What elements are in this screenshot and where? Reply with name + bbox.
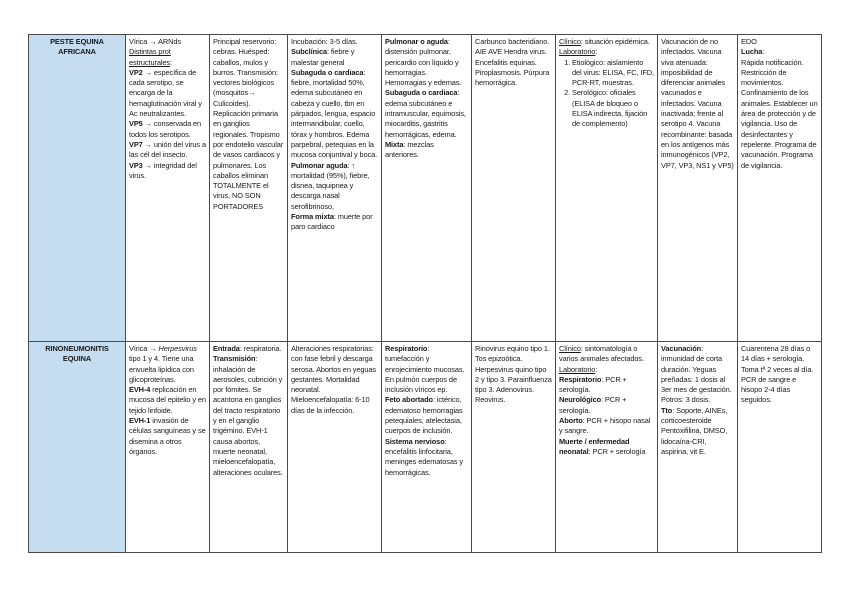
edo-text: EDO (741, 37, 757, 46)
incubation-text: Incubación: 3-5 días. (291, 37, 358, 46)
control-cell (738, 35, 822, 342)
clinical-dx-label: Clínico (559, 344, 581, 353)
etiology-intro: Vírica → ARNds (129, 37, 181, 46)
mixed-form-label: Forma mixta (291, 212, 334, 222)
vp3-label: VP3 → (129, 160, 152, 170)
transmission-label: Transmisión (213, 354, 256, 364)
acute-pulmonary-label: Pulmonar aguda (291, 160, 348, 170)
evh1-text: invasión de células sanguíneas y se disemina a otros órganos. (129, 416, 206, 456)
vp3-text: integridad del virus. (129, 160, 197, 180)
evh4-label: EVH-4 (129, 385, 151, 395)
vp2-text: específica de cada serotipo, se encarga de la hemaglutinación viral y Ac neutralizantes. (129, 67, 202, 119)
clinical-cell (288, 35, 382, 342)
subacute-label: Subaguda o cardiaca (291, 67, 364, 77)
differential-text: Rinovirus equino tipo 1. Tos epizoótica. Herpesvirus quino tipo 2 y tipo 3. Parainfluenza tipo 3. Adenovirus. Reovirus. (475, 344, 552, 405)
evh1-label: EVH-1 (129, 416, 151, 426)
clinical-dx-text: : sintomatología o varios animales afectados. (559, 344, 644, 364)
list-item: 1. Etiológico: aislamiento del virus: ELISA, FC, IFD, PCR-RT, muestras. (572, 58, 654, 89)
etiology-post: tipo 1 y 4. Tiene una envuelta lipídica con glicoproteínas. (129, 354, 194, 384)
treatment-text: : Soporte, AINEs, corticoesteroide Pentoxifilina, DMSO, lidocaína-CRI, aspirina, vit E. (661, 405, 728, 456)
disease-name: RINONEUMONITIS EQUINA (45, 344, 109, 364)
clinical-text: Alteraciones respiratorias: con fase febril y descarga serosa. Abortos en yeguas gestantes. Mortalidad neonatal. Mieloencefalopatía: 6-10 días de la infección. (291, 344, 377, 415)
differential-text: Carbunco bacteridiano. AIE AVE Hendra virus. Encefalitis equinas. Piroplasmosis. Púrpura hemorrágica. (475, 37, 550, 88)
vp5-text: conservada en todos los serotipos. (129, 119, 202, 139)
aborted-fetus-text: : ictérico, edematoso hemorragias petequiales, atelectasia, cuerpos de inclusión. (385, 395, 463, 436)
disease-comparison-table (28, 34, 822, 553)
etiology-cell (126, 35, 210, 342)
disease-name-cell (29, 342, 126, 553)
neurological-dx-text: : PCR + serología. (559, 395, 627, 415)
prevention-text: Vacunación de no infectados. Vacuna viva atenuada: imposibilidad de diferenciar animales vacunados e infectados. Vacuna inactivada: frente al serotipo 4. Vacuna recombinante: basada en los antígenos más inmunogénicos (VP2, VP7, VP3, NS1 y VP5) (661, 37, 734, 170)
subacute-text: : fiebre, mortalidad 50%, edema subcutáneo en cabeza y cuello, tbn en párpados, lengua, espacio intermandibular, cuello, tórax y hombros. Edema parpebral, petequias en la mucosa conjuntival y boca. (291, 67, 378, 160)
prevention-cell (658, 342, 738, 553)
respiratory-dx-text: : PCR + serología. (559, 374, 627, 395)
respiratory-lesions-text: : tumefacción y enrojecimiento mucosas. En pulmón cuerpos de inclusión víricos ep. (385, 344, 465, 395)
colon: : (762, 47, 765, 57)
aborted-fetus-label: Feto abortado (385, 395, 433, 405)
mixed-form-text: : muerte por paro cardiaco (291, 212, 373, 232)
abortion-dx-label: Aborto (559, 416, 583, 426)
vaccination-label: Vacunación (661, 344, 702, 353)
lab-dx-label: Laboratorio (559, 47, 596, 57)
neonatal-dx-label: Muerte / enfermedad neonatal (559, 436, 630, 456)
vp5-label: VP5 → (129, 119, 152, 129)
control-cell (738, 342, 822, 553)
structural-proteins-label: Distintas prot estructurales (129, 47, 171, 67)
cardiac-lesions-label: Subaguda o cardiaca (385, 88, 458, 98)
nervous-system-text: : encefalitis linfocitaria, meninges edematosas y hemorrágicas. (385, 436, 464, 477)
cardiac-lesions-text: : edema subcutáneo e intramuscular, equimosis, miocarditis, gastritis hemorrágicas, edema. (385, 88, 466, 139)
lesions-cell (382, 342, 472, 553)
prevention-cell (658, 35, 738, 342)
clinical-cell (288, 342, 382, 553)
vp2-label: VP2 → (129, 67, 152, 77)
colon: : (595, 47, 598, 57)
lab-dx-label: Laboratorio (559, 364, 596, 374)
entry-text: : respiratoria. (239, 344, 282, 353)
lab-dx-list (559, 58, 654, 130)
epidemiology-cell (210, 35, 288, 342)
etiology-pre: Vírica → (129, 344, 159, 353)
transmission-text: : inhalación de aerosoles, cubrición y por fómites. Se acantona en ganglios del tracto respiratorio y en el ganglio trigémino. EVH-1 causa abortos, muerte neonatal, mieloencefalopatía, alteraciones oculares. (213, 354, 283, 477)
differential-cell (472, 35, 556, 342)
pulmonary-lesions-text: : distensión pulmonar, pericardio con líquido y hemorragias. Hemorragias y edemas. (385, 37, 462, 88)
colon: : (595, 364, 598, 374)
diagnosis-cell (556, 35, 658, 342)
subclinical-text: : fiebre y malestar general (291, 47, 355, 67)
herpesvirus-text: Herpesvirus (158, 344, 197, 353)
clinical-dx-label: Clínico (559, 37, 581, 46)
disease-name: PESTE EQUINA AFRICANA (50, 37, 104, 57)
pulmonary-lesions-label: Pulmonar o aguda (385, 37, 448, 46)
disease-name-cell (29, 35, 126, 342)
neonatal-dx-text: : PCR + serología (588, 446, 646, 456)
neurological-dx-label: Neurológico (559, 395, 602, 405)
nervous-system-label: Sistema nervioso (385, 436, 445, 446)
differential-cell (472, 342, 556, 553)
mixed-lesions-label: Mixta (385, 139, 404, 149)
table-row (29, 342, 822, 553)
abortion-dx-text: : PCR + hisopo nasal y sangre. (559, 416, 651, 436)
evh4-text: replicación en mucosa del epitelio y en tejido linfoide. (129, 385, 206, 415)
etiology-cell (126, 342, 210, 553)
acute-pulmonary-text: : ↑ mortalidad (95%), fiebre, disnea, taquipnea y descarga nasal serofibrinoso, (291, 160, 370, 211)
control-text: Cuarentena 28 días o 14 días + serología. Toma tª 2 veces al día. PCR de sangre e hisopo 2-4 días seguidos. (741, 344, 814, 405)
epidemiology-cell (210, 342, 288, 553)
vp7-text: unión del virus a las cél del insecto. (129, 139, 206, 160)
table-row (29, 35, 822, 342)
mixed-lesions-text: : mezclas anteriores. (385, 139, 434, 160)
respiratory-dx-label: Respiratorio (559, 374, 602, 384)
colon: : (170, 57, 172, 67)
clinical-dx-text: : situación epidémica. (580, 37, 650, 46)
treatment-label: Tto (661, 405, 673, 415)
lucha-label: Lucha (741, 47, 763, 57)
subclinical-label: Subclínica (291, 47, 327, 57)
lesions-cell (382, 35, 472, 342)
diagnosis-cell (556, 342, 658, 553)
vaccination-text: : inmunidad de corta duración. Yeguas preñadas: 1 dosis al 3er mes de gestación. Potros: 3 dosis. (661, 344, 732, 405)
list-item: 2. Serológico: oficiales (ELISA de bloqueo o ELISA indirecta, fijación de complemento) (572, 88, 654, 129)
control-text: Rápida notificación. Restricción de movimientos. Confinamiento de los animales. Establecer un área de protección y de vigilancia. Uso de desinfectantes y repelente. Programa de vacunación. Programa de vigilancia. (741, 57, 818, 170)
respiratory-lesions-label: Respiratorio (385, 344, 428, 353)
vp7-label: VP7 → (129, 139, 152, 149)
entry-label: Entrada (213, 344, 240, 353)
epidemiology-text: Principal reservorio: cebras. Huésped: caballos, mulos y burros. Transmisión: vectores biológicos (mosquitos→ Culicoides). Replicación primaria en ganglios regionales. Tropismo por endotelio vascular de vasos cardiacos y pulmonares. Los caballos eliminan TOTALMENTE el virus, NO SON PORTADORES (213, 37, 284, 211)
